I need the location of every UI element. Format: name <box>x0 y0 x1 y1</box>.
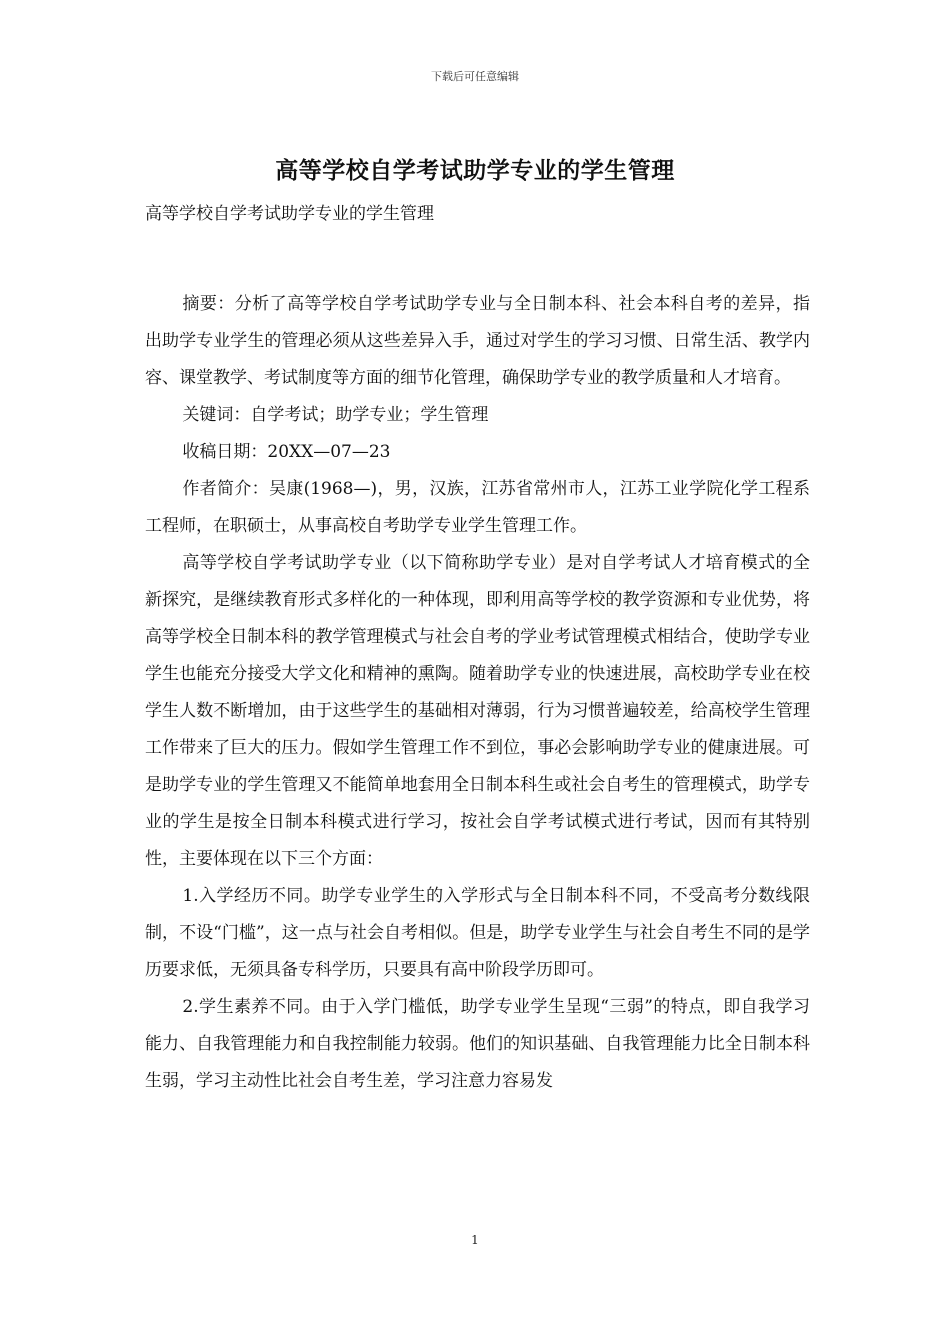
document-body <box>145 196 810 1100</box>
received-date-paragraph: 收稿日期：20XX—07—23 <box>182 442 391 462</box>
author-bio-paragraph: 作者简介：吴康(1968—)，男，汉族，江苏省常州市人，江苏工业学院化学工程系工程师，在职硕士，从事高校自考助学专业学生管理工作。 <box>145 479 810 536</box>
header-note: 下载后可任意编辑 <box>431 70 519 83</box>
abstract-paragraph: 摘要：分析了高等学校自学考试助学专业与全日制本科、社会本科自考的差异，指出助学专业学生的管理必须从这些差异入手，通过对学生的学习习惯、日常生活、教学内容、课堂教学、考试制度等方面的细节化管理，确保助学专业的教学质量和人才培育。 <box>145 294 810 388</box>
point-2-paragraph: 2.学生素养不同。由于入学门槛低，助学专业学生呈现“三弱”的特点，即自我学习能力、自我管理能力和自我控制能力较弱。他们的知识基础、自我管理能力比全日制本科生弱，学习主动性比社会自考生差，学习注意力容易发 <box>145 997 810 1091</box>
intro-paragraph: 高等学校自学考试助学专业（以下简称助学专业）是对自学考试人才培育模式的全新探究，是继续教育形式多样化的一种体现，即利用高等学校的教学资源和专业优势，将高等学校全日制本科的教学管理模式与社会自考的学业考试管理模式相结合，使助学专业学生也能充分接受大学文化和精神的熏陶。随着助学专业的快速进展，高校助学专业在校学生人数不断增加，由于这些学生的基础相对薄弱，行为习惯普遍较差，给高校学生管理工作带来了巨大的压力。假如学生管理工作不到位，事必会影响助学专业的健康进展。可是助学专业的学生管理又不能简单地套用全日制本科生或社会自考生的管理模式，助学专业的学生是按全日制本科模式进行学习，按社会自学考试模式进行考试，因而有其特别性，主要体现在以下三个方面： <box>145 553 810 869</box>
document-title: 高等学校自学考试助学专业的学生管理 <box>275 157 675 184</box>
point-1-paragraph: 1.入学经历不同。助学专业学生的入学形式与全日制本科不同，不受高考分数线限制，不设“门槛”，这一点与社会自考相似。但是，助学专业学生与社会自考生不同的是学历要求低，无须具备专科学历，只要具有高中阶段学历即可。 <box>145 886 810 980</box>
keywords-paragraph: 关键词：自学考试；助学专业；学生管理 <box>182 405 489 425</box>
document-subtitle: 高等学校自学考试助学专业的学生管理 <box>145 204 434 224</box>
page-number: 1 <box>471 1233 479 1247</box>
